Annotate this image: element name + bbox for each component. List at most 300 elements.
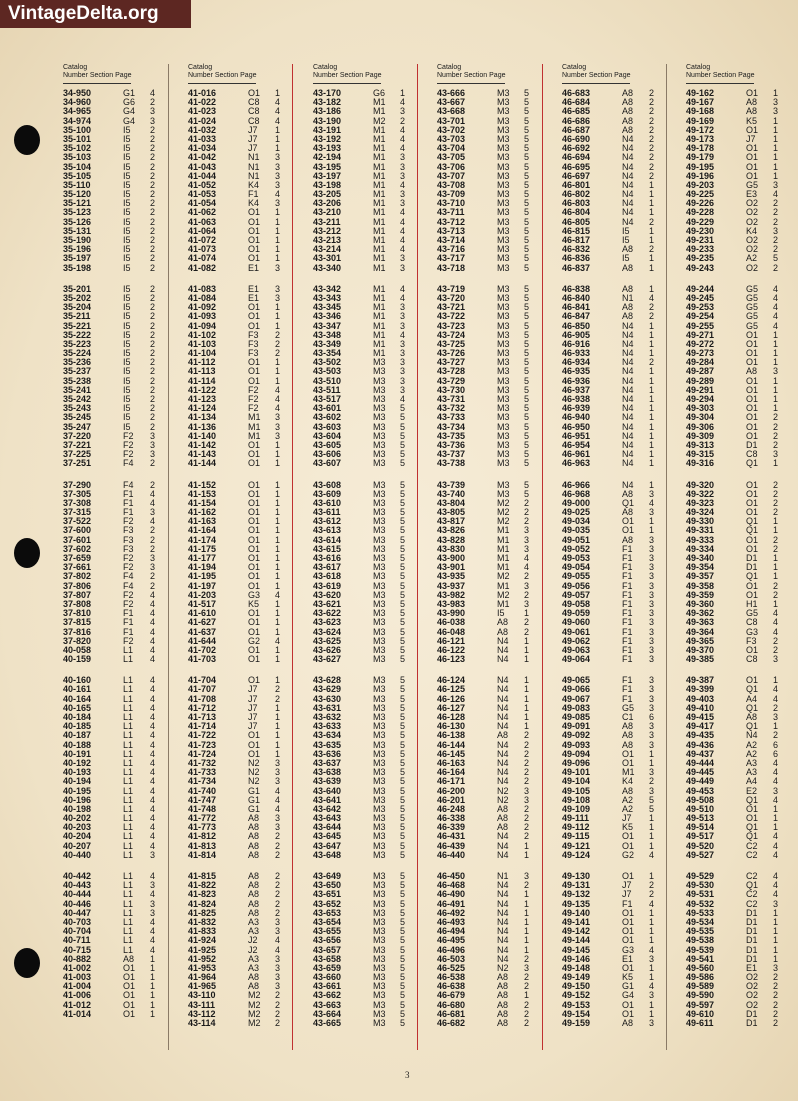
page-ref: 2 [649,880,655,891]
catalog-number: 43-726 [437,348,466,359]
page-ref: 2 [275,693,281,704]
page-ref: 2 [524,507,530,518]
catalog-number: 46-339 [437,822,466,833]
page-ref: 1 [275,225,281,236]
page-ref: 3 [275,981,281,992]
section-code: F2 [123,439,134,450]
page-ref: 3 [275,757,281,768]
section-code: A8 [497,617,509,628]
page-ref: 1 [524,849,530,860]
catalog-number: 46-840 [562,292,591,303]
section-code: A8 [622,311,634,322]
page-ref: 4 [150,739,156,750]
section-code: M1 [248,421,261,432]
section-code: M3 [373,562,386,573]
page-ref: 4 [275,944,281,955]
catalog-number: 43-111 [188,999,216,1010]
catalog-number: 43-627 [313,654,342,665]
section-code: M3 [497,115,510,126]
section-code: Q1 [746,571,759,582]
catalog-entry-row [562,1018,655,1028]
section-code: F1 [123,617,134,628]
page-ref: 3 [524,785,530,796]
page-ref: 3 [150,898,156,909]
catalog-number: 49-065 [562,675,591,686]
section-code: O1 [746,543,759,554]
page-ref: 3 [773,898,779,909]
catalog-number: 37-601 [63,534,92,545]
catalog-number: 49-271 [686,329,715,340]
page-ref: 4 [275,106,281,117]
page-ref: 1 [649,871,655,881]
page-ref: 5 [400,458,406,469]
page-ref: 4 [773,302,779,313]
section-code: A8 [248,822,260,833]
section-code: J7 [622,813,632,824]
page-ref: 1 [649,198,655,209]
section-code: M3 [373,626,386,637]
section-code: O1 [248,366,261,377]
page-ref: 2 [524,822,530,833]
catalog-number: 37-815 [63,617,92,628]
catalog-number: 40-447 [63,907,92,918]
section-code: L1 [123,831,134,842]
catalog-number: 49-253 [686,302,715,313]
catalog-number: 35-223 [63,338,92,349]
page-ref: 3 [649,598,655,609]
section-code: O1 [248,730,261,741]
column-header-line2: Number Section Page [313,72,382,79]
section-code: A4 [746,693,758,704]
catalog-number: 43-701 [437,115,466,126]
catalog-number: 43-198 [313,179,342,190]
page-ref: 4 [773,320,779,331]
catalog-number: 37-220 [63,430,92,441]
section-code: L1 [123,644,134,655]
catalog-number: 40-711 [63,935,91,946]
page-ref: 2 [773,972,779,983]
page-ref: 2 [524,589,530,600]
section-code: I5 [622,253,630,264]
page-ref: 1 [649,840,655,851]
catalog-number: 35-204 [63,302,92,313]
section-code: A4 [746,776,758,787]
section-code: M3 [497,458,510,469]
section-code: A3 [746,767,758,778]
page-ref: 1 [275,654,281,665]
section-code: O1 [622,748,635,759]
section-code: N4 [497,776,509,787]
section-code: J7 [248,693,258,704]
page-ref: 1 [275,375,281,386]
page-ref: 1 [524,898,530,909]
catalog-number: 49-203 [686,179,715,190]
section-code: O1 [746,124,759,135]
binder-hole-icon [14,948,40,978]
catalog-number: 49-385 [686,654,715,665]
section-code: N4 [497,926,509,937]
catalog-number: 49-254 [686,311,715,322]
page-ref: 5 [400,617,406,628]
page-ref: 1 [649,235,655,245]
catalog-number: 49-052 [562,543,591,554]
page-ref: 1 [275,712,281,722]
binder-hole-icon [14,125,40,155]
catalog-number: 43-643 [313,813,342,824]
catalog-entry-row [63,849,156,860]
page-ref: 1 [773,926,779,937]
section-code: M3 [497,235,510,245]
catalog-number: 37-810 [63,608,92,619]
page-ref: 4 [150,871,156,881]
page-ref: 3 [275,283,281,294]
page-ref: 3 [150,553,156,563]
catalog-number: 35-201 [63,283,92,294]
page-ref: 3 [773,449,779,460]
catalog-number: 41-003 [63,972,92,983]
catalog-entry-row [188,458,281,469]
section-code: M1 [373,124,386,135]
page-ref: 3 [400,161,406,172]
page-ref: 4 [150,794,156,805]
catalog-number: 49-535 [686,926,715,937]
catalog-entry-row [188,1018,281,1028]
page-ref: 5 [524,384,530,395]
catalog-number: 43-657 [313,944,342,955]
section-code: A8 [248,849,260,860]
section-code: F1 [622,626,633,637]
section-code: O1 [248,449,261,460]
page-ref: 5 [400,935,406,946]
binder-hole-icon [14,538,40,568]
section-code: N4 [622,152,634,163]
page-ref: 1 [275,320,281,331]
catalog-number: 43-739 [437,479,466,490]
catalog-number: 41-925 [188,944,217,955]
section-code: N2 [497,785,509,796]
catalog-number: 49-140 [562,907,591,918]
section-code: A8 [622,283,634,294]
section-code: O1 [248,507,261,518]
page-ref: 5 [524,302,530,313]
section-code: N4 [497,916,509,927]
catalog-number: 43-725 [437,338,466,349]
section-code: N2 [248,767,260,778]
page-ref: 3 [524,598,530,609]
section-code: M3 [373,675,386,686]
page-ref: 3 [400,253,406,264]
section-code: M1 [373,244,386,255]
section-code: M3 [373,776,386,787]
catalog-number: 46-683 [562,88,591,98]
section-code: M3 [497,403,510,414]
section-code: L1 [123,748,134,759]
catalog-number: 43-511 [313,384,341,395]
page-ref: 4 [150,684,156,695]
section-code: F1 [123,507,134,518]
catalog-number: 49-362 [686,608,715,619]
section-code: I5 [497,608,505,619]
catalog-number: 35-196 [63,244,92,255]
page-ref: 2 [400,115,406,126]
section-code: M1 [373,348,386,359]
catalog-number: 43-667 [437,97,466,108]
catalog-number: 46-200 [437,785,466,796]
page-ref: 3 [649,488,655,499]
section-code: F4 [123,479,134,490]
section-code: O1 [746,348,759,359]
page-ref: 3 [649,721,655,732]
page-ref: 3 [275,152,281,163]
catalog-number: 41-644 [188,635,217,646]
catalog-number: 43-718 [437,262,466,273]
catalog-number: 43-340 [313,262,342,273]
section-code: M1 [373,97,386,108]
section-code: I5 [123,161,131,172]
section-code: O1 [746,143,759,154]
catalog-number: 43-738 [437,458,466,469]
catalog-number: 49-330 [686,516,715,527]
page-ref: 3 [649,739,655,750]
section-code: O1 [248,543,261,554]
catalog-number: 37-221 [63,439,92,450]
section-code: M3 [373,953,386,964]
page-ref: 4 [773,693,779,704]
section-code: N4 [622,216,634,227]
page-ref: 3 [275,813,281,824]
section-code: N4 [622,458,634,469]
catalog-number: 43-735 [437,430,466,441]
catalog-number: 49-322 [686,488,715,499]
page-ref: 1 [524,675,530,686]
page-ref: 3 [524,871,530,881]
catalog-number: 43-730 [437,384,466,395]
catalog-number: 46-832 [562,244,591,255]
section-code: L1 [123,730,134,741]
page-ref: 6 [649,712,655,722]
catalog-number: 46-966 [562,479,591,490]
catalog-number: 46-815 [562,225,591,236]
catalog-number: 43-633 [313,721,342,732]
catalog-number: 43-659 [313,962,342,973]
page-ref: 1 [649,822,655,833]
catalog-number: 41-063 [188,216,217,227]
page-ref: 5 [400,889,406,900]
section-code: O1 [622,907,635,918]
catalog-number: 46-686 [562,115,591,126]
catalog-number: 35-245 [63,412,92,423]
section-code: I5 [123,225,131,236]
section-code: M3 [373,972,386,983]
page-ref: 4 [150,626,156,637]
page-ref: 1 [773,133,779,144]
page-ref: 1 [773,152,779,163]
catalog-number: 49-150 [562,981,591,992]
catalog-number: 43-354 [313,348,342,359]
catalog-number: 43-711 [437,207,465,218]
section-code: M3 [373,525,386,536]
page-ref: 4 [773,626,779,637]
page-ref: 5 [524,179,530,190]
page-ref: 5 [400,412,406,423]
catalog-number: 43-732 [437,403,466,414]
catalog-number: 49-141 [562,916,591,927]
catalog-number: 41-154 [188,497,217,508]
section-code: M3 [373,849,386,860]
page-ref: 2 [275,329,281,340]
section-code: A8 [622,785,634,796]
catalog-number: 41-006 [63,990,92,1001]
section-code: M1 [497,598,510,609]
page-ref: 3 [524,580,530,591]
page-ref: 5 [400,654,406,665]
page-ref: 1 [524,889,530,900]
catalog-number: 49-284 [686,357,715,368]
section-code: L1 [123,944,134,955]
page-ref: 2 [150,375,156,386]
catalog-number: 43-717 [437,253,466,264]
page-ref: 4 [400,235,406,245]
page-ref: 5 [400,488,406,499]
page-ref: 1 [649,262,655,273]
column-header [63,64,131,84]
page-ref: 2 [773,1018,779,1028]
catalog-entry-row [686,1018,779,1028]
catalog-number: 49-357 [686,571,715,582]
section-code: L1 [123,712,134,722]
page-ref: 3 [150,439,156,450]
section-code: A8 [746,366,758,377]
page-ref: 5 [524,394,530,404]
section-code: N1 [248,161,260,172]
page-ref: 5 [524,244,530,255]
section-code: I5 [622,225,630,236]
page-ref: 5 [524,198,530,209]
page-ref: 1 [524,644,530,655]
section-code: A8 [622,244,634,255]
section-code: N1 [622,292,634,303]
catalog-entry-row [313,654,406,665]
page-ref: 1 [524,635,530,646]
section-code: I5 [123,283,131,294]
section-code: A8 [497,730,509,741]
column-header [562,64,630,84]
catalog-number: 40-202 [63,813,92,824]
catalog-number: 43-712 [437,216,466,227]
catalog-number: 35-247 [63,421,92,432]
section-code: I5 [123,357,131,368]
catalog-number: 46-450 [437,871,466,881]
page-ref: 4 [773,880,779,891]
section-code: L1 [123,675,134,686]
section-code: G3 [622,944,635,955]
catalog-number: 49-590 [686,990,715,1001]
page-ref: 1 [649,384,655,395]
section-code: D1 [746,916,758,927]
catalog-number: 41-953 [188,962,217,973]
section-code: M3 [373,421,386,432]
section-code: A8 [248,840,260,851]
page-ref: 1 [649,366,655,377]
catalog-number: 41-083 [188,283,217,294]
catalog-number: 43-704 [437,143,466,154]
section-code: N4 [622,198,634,209]
catalog-number: 49-196 [686,170,715,181]
page-ref: 5 [400,1008,406,1019]
catalog-number: 35-110 [63,179,91,190]
section-code: J2 [248,944,258,955]
section-code: M3 [497,338,510,349]
catalog-number: 49-108 [562,794,591,805]
catalog-number: 41-094 [188,320,217,331]
page-ref: 3 [649,580,655,591]
catalog-number: 37-522 [63,516,92,527]
catalog-number: 46-130 [437,721,466,732]
section-code: O1 [123,981,136,992]
page-ref: 4 [150,598,156,609]
page-ref: 3 [400,152,406,163]
section-code: N4 [497,693,509,704]
section-code: N4 [622,384,634,395]
page-ref: 1 [649,179,655,190]
section-code: Q1 [746,525,759,536]
section-code: O1 [123,999,136,1010]
page-ref: 3 [275,822,281,833]
page-ref: 1 [524,990,530,1001]
page-ref: 5 [524,449,530,460]
catalog-number: 43-205 [313,189,342,200]
section-code: M1 [497,543,510,554]
catalog-number: 41-002 [63,962,92,973]
catalog-number: 40-161 [63,684,92,695]
page-ref: 3 [649,654,655,665]
page-ref: 1 [524,712,530,722]
catalog-number: 49-387 [686,675,715,686]
catalog-entry-row [562,262,655,273]
catalog-number: 49-334 [686,543,715,554]
catalog-number: 37-600 [63,525,92,536]
catalog-number: 49-153 [562,999,591,1010]
catalog-number: 46-950 [562,421,591,432]
catalog-number: 49-435 [686,730,715,741]
section-code: O1 [248,225,261,236]
catalog-number: 41-197 [188,580,217,591]
catalog-number: 37-820 [63,635,92,646]
page-ref: 2 [150,338,156,349]
catalog-number: 49-303 [686,403,715,414]
catalog-entry-row [63,458,156,469]
catalog-number: 43-729 [437,375,466,386]
catalog-number: 49-436 [686,739,715,750]
page-ref: 1 [275,617,281,628]
page-ref: 2 [773,702,779,713]
page-ref: 3 [649,571,655,582]
page-ref: 2 [150,235,156,245]
catalog-number: 49-532 [686,898,715,909]
catalog-number: 35-237 [63,366,92,377]
catalog-entry-row [313,1018,406,1028]
page-ref: 1 [275,730,281,741]
section-code: M3 [373,935,386,946]
page-ref: 2 [150,403,156,414]
catalog-number: 43-826 [437,525,466,536]
catalog-number: 41-042 [188,152,217,163]
catalog-number: 49-035 [562,525,591,536]
catalog-number: 46-801 [562,179,591,190]
catalog-number: 49-064 [562,654,591,665]
page-ref: 2 [524,739,530,750]
catalog-number: 49-159 [562,1018,591,1028]
